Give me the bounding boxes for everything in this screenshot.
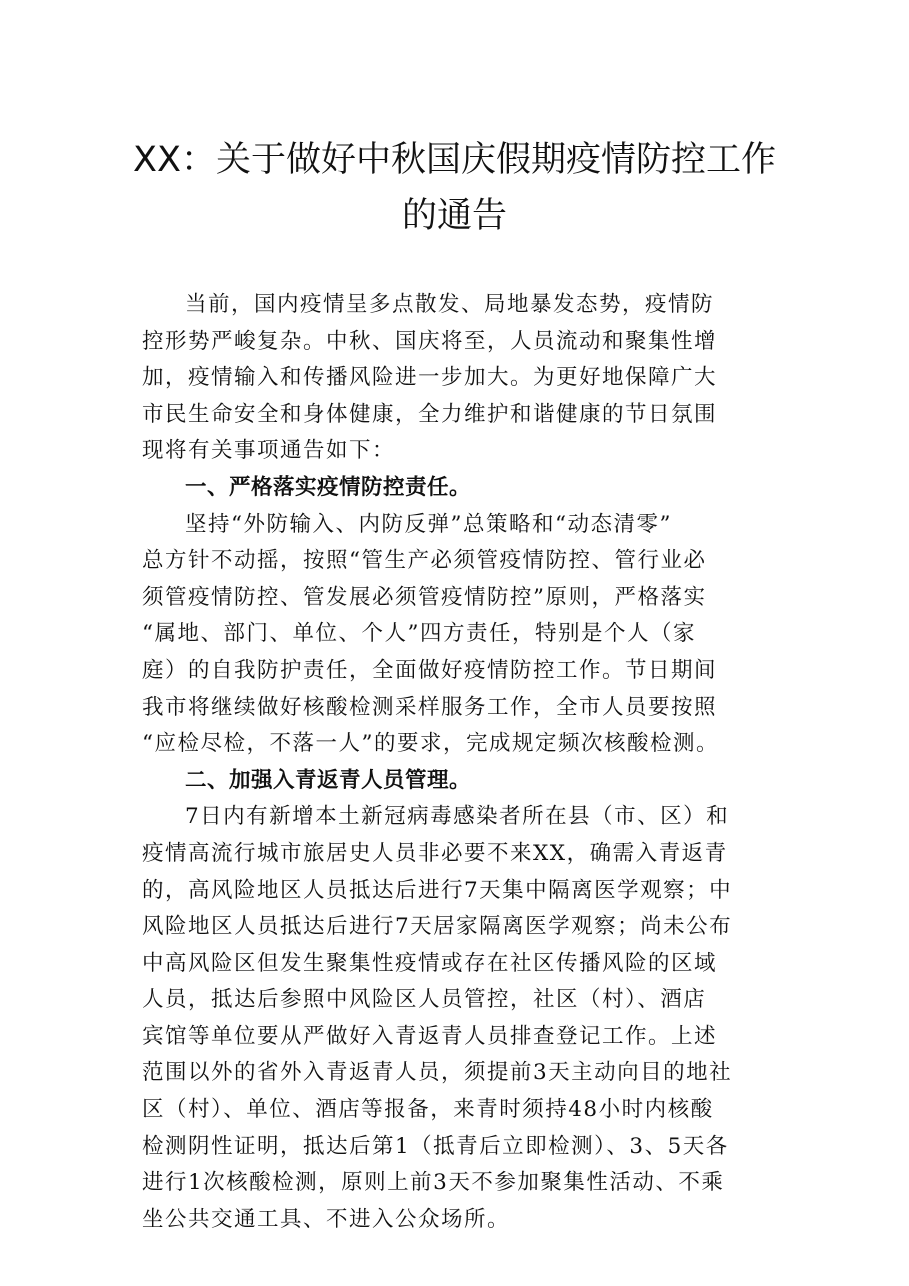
text-line: 现将有关事项通告如下：: [142, 438, 396, 464]
text-line: 7日内有新增本土新冠病毒感染者所在县（市、区）和: [185, 804, 730, 830]
text-line: 风险地区人员抵达后进行7天居家隔离医学观察；尚未公布: [142, 914, 733, 940]
text-line: “应检尽检，不落一人”的要求，完成规定频次核酸检测。: [142, 731, 719, 757]
text-line: 人员，抵达后参照中风险区人员管控，社区（村）、酒店: [142, 987, 707, 1013]
section-heading-1: 一、严格落实疫情防控责任。: [185, 474, 472, 500]
text-line: 进行1次核酸检测，原则上前3天不参加聚集性活动、不乘: [142, 1170, 725, 1196]
text-line: 中高风险区但发生聚集性疫情或存在社区传播风险的区域: [142, 950, 718, 976]
text-line: 控形势严峻复杂。中秋、国庆将至，人员流动和聚集性增: [142, 328, 718, 354]
text-line: 总方针不动摇，按照“管生产必须管疫情防控、管行业必: [142, 548, 707, 574]
document-title: [100, 132, 809, 244]
travel-management-paragraph: [142, 799, 772, 1238]
text-line: 当前，国内疫情呈多点散发、局地暴发态势，疫情防: [185, 292, 715, 317]
text-line: “属地、部门、单位、个人”四方责任，特别是个人（家: [142, 621, 696, 647]
text-line: 检测阴性证明，抵达后第1（抵青后立即检测）、3、5天各: [142, 1133, 729, 1159]
responsibility-paragraph: [142, 507, 772, 763]
text-line: 加，疫情输入和传播风险进一步加大。为更好地保障广大: [142, 365, 718, 391]
text-line: 疫情高流行城市旅居史人员非必要不来XX，确需入青返青: [142, 840, 728, 866]
text-line: 区（村）、单位、酒店等报备，来青时须持48小时内核酸: [142, 1097, 714, 1123]
section-heading-2: 二、加强入青返青人员管理。: [185, 767, 472, 793]
text-line: 我市将继续做好核酸检测采样服务工作，全市人员要按照: [142, 694, 718, 720]
text-line: 的，高风险地区人员抵达后进行7天集中隔离医学观察；中: [142, 877, 733, 903]
text-line: 须管疫情防控、管发展必须管疫情防控”原则，严格落实: [142, 584, 707, 610]
document-body: [142, 287, 772, 1238]
title-line-2: 的通告: [401, 196, 507, 236]
text-line: 庭）的自我防护责任，全面做好疫情防控工作。节日期间: [142, 657, 718, 683]
intro-paragraph: [142, 287, 772, 470]
text-line: 坚持“外防输入、内防反弹”总策略和“动态清零”: [185, 511, 672, 537]
text-line: 宾馆等单位要从严做好入青返青人员排查登记工作。上述: [142, 1023, 718, 1049]
text-line: 市民生命安全和身体健康，全力维护和谐健康的节日氛围: [142, 401, 718, 427]
text-line: 范围以外的省外入青返青人员，须提前3天主动向目的地社: [142, 1060, 733, 1086]
text-line: 坐公共交通工具、不进入公众场所。: [142, 1206, 511, 1232]
title-line-1: XX：关于做好中秋国庆假期疫情防控工作: [133, 140, 776, 180]
